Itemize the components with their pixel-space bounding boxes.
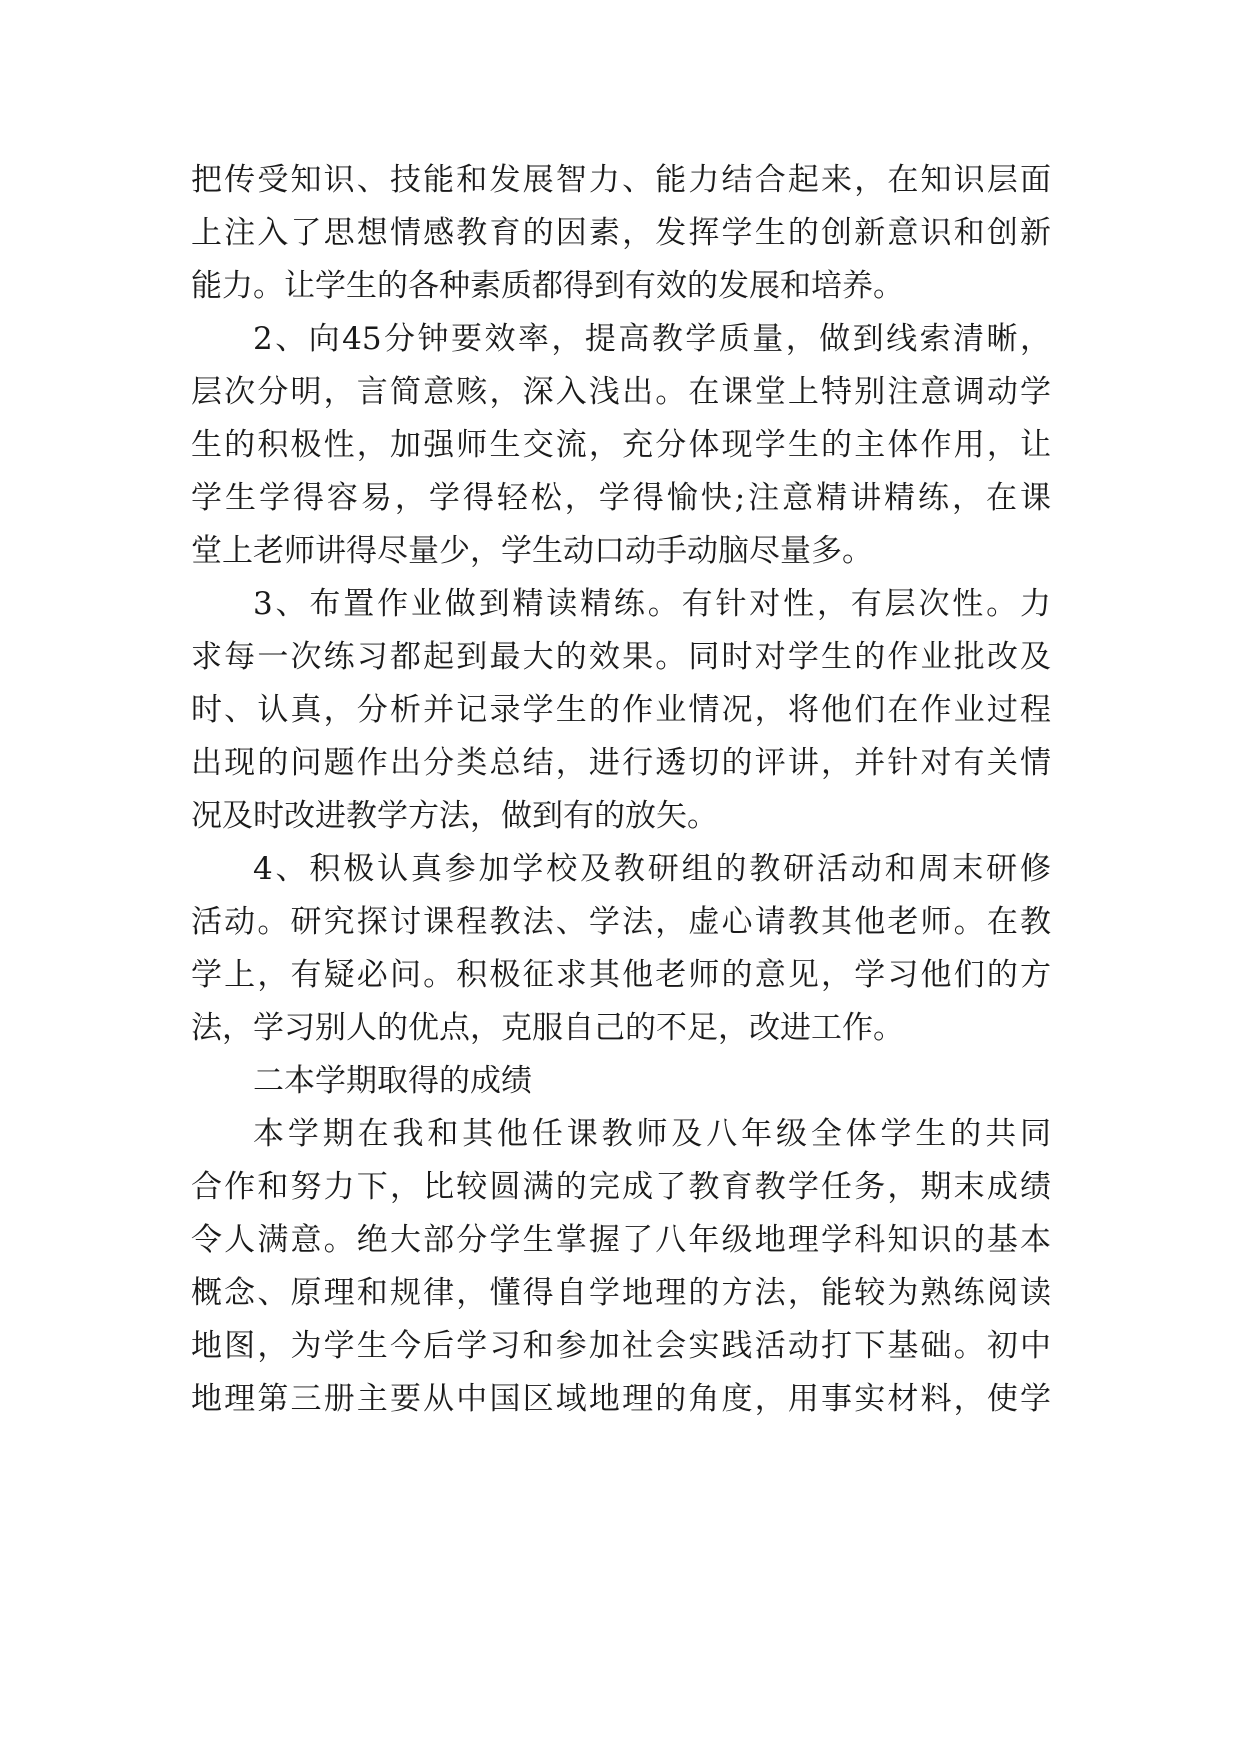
text-line: 堂上老师讲得尽量少，学生动口动手动脑尽量多。: [191, 533, 873, 569]
text-line: 层次分明，言简意赅，深入浅出。在课堂上特别注意调动学: [191, 374, 1051, 410]
text-line: 地图，为学生今后学习和参加社会实践活动打下基础。初中: [191, 1328, 1051, 1364]
text-line: 生的积极性，加强师生交流，充分体现学生的主体作用，让: [191, 427, 1051, 463]
text-line: 2、向45分钟要效率，提高教学质量，做到线索清晰，: [253, 321, 1051, 357]
text-line: 能力。让学生的各种素质都得到有效的发展和培养。: [191, 268, 904, 304]
text-line: 上注入了思想情感教育的因素，发挥学生的创新意识和创新: [191, 215, 1051, 251]
text-line: 地理第三册主要从中国区域地理的角度，用事实材料，使学: [191, 1381, 1051, 1417]
text-line: 本学期在我和其他任课教师及八年级全体学生的共同: [253, 1116, 1051, 1152]
text-line: 学生学得容易，学得轻松，学得愉快;注意精讲精练，在课: [191, 480, 1051, 516]
text-line: 概念、原理和规律，懂得自学地理的方法，能较为熟练阅读: [191, 1275, 1051, 1311]
document-body: [191, 154, 1051, 1426]
text-line: 把传受知识、技能和发展智力、能力结合起来，在知识层面: [191, 162, 1051, 198]
text-line: 出现的问题作出分类总结，进行透切的评讲，并针对有关情: [191, 745, 1051, 781]
text-line: 令人满意。绝大部分学生掌握了八年级地理学科知识的基本: [191, 1222, 1051, 1258]
text-line: 求每一次练习都起到最大的效果。同时对学生的作业批改及: [191, 639, 1051, 675]
text-line: 二本学期取得的成绩: [253, 1063, 532, 1099]
text-line: 法，学习别人的优点，克服自己的不足，改进工作。: [191, 1010, 904, 1046]
text-line: 活动。研究探讨课程教法、学法，虚心请教其他老师。在教: [191, 904, 1051, 940]
text-line: 学上，有疑必问。积极征求其他老师的意见，学习他们的方: [191, 957, 1051, 993]
text-line: 时、认真，分析并记录学生的作业情况，将他们在作业过程: [191, 692, 1051, 728]
text-line: 4、积极认真参加学校及教研组的教研活动和周末研修: [253, 851, 1051, 887]
text-line: 3、布置作业做到精读精练。有针对性，有层次性。力: [253, 586, 1051, 622]
text-line: 况及时改进教学方法，做到有的放矢。: [191, 798, 718, 834]
text-line: 合作和努力下，比较圆满的完成了教育教学任务，期末成绩: [191, 1169, 1051, 1205]
